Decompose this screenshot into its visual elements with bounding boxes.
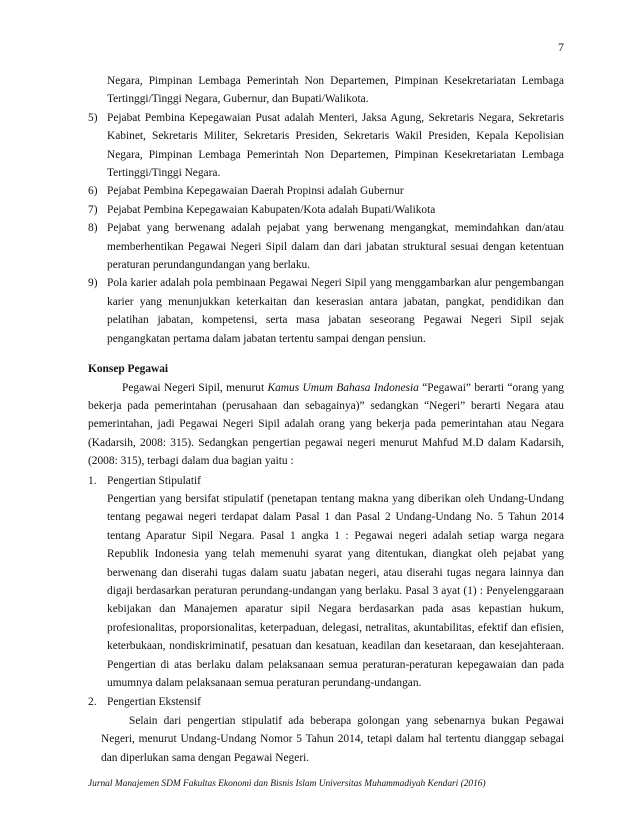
list-item-text: Pola karier adalah pola pembinaan Pegawai Negeri Sipil yang menggambarkan alur pengembangan karier yang menunjukkan keterkaitan dan keserasian antara jabatan, pangkat, pendidikan dan pelatihan jabatan, kompetensi, serta masa jabatan seseorang Pegawai Negeri Sipil sejak pengangkatan pertama dalam jabatan tertentu sampai dengan pensiun.	[107, 277, 564, 345]
subsection-number: 1.	[88, 474, 97, 487]
subsection-body	[88, 712, 564, 767]
page-number: 7	[558, 40, 564, 54]
intro-paragraph	[88, 379, 564, 471]
subsection-header	[88, 472, 564, 490]
list-item-number: 7)	[88, 203, 98, 216]
intro-text-1: Pegawai Negeri Sipil, menurut	[122, 381, 268, 394]
list-item-text: Pejabat yang berwenang adalah pejabat yang berwenang mengangkat, memindahkan dan/atau memberhentikan Pegawai Negeri Sipil dalam dan dari jabatan struktural sesuai dengan ketentuan peraturan perundangundangan yang berlaku.	[107, 222, 564, 272]
list-item	[88, 109, 564, 183]
list-item	[88, 219, 564, 274]
list-item-number: 8)	[88, 222, 98, 235]
subsection-body: Pengertian yang bersifat stipulatif (penetapan tentang makna yang diberikan oleh Undang-Undang tentang pegawai negeri terdapat dalam Pasal 1 dan Pasal 2 Undang-Undang No. 5 Tahun 2014 tentang Aparatur Sipil Negara. Pasal 1 angka 1 : Pegawai negeri adalah setiap warga negara Republik Indonesia yang telah memenuhi syarat yang ditentukan, diangkat oleh pejabat yang berwenang dan diserahi tugas dalam suatu jabatan negeri, atau diserahi tugas negara lainnya dan digaji berdasarkan peraturan perundang-undangan yang berlaku. Pasal 3 ayat (1) : Penyelenggaraan kebijakan dan Manajemen aparatur sipil Negara berdasarkan pada asas kepastian hukum, profesionalitas, proporsionalitas, keterpaduan, delegasi, netralitas, akuntabilitas, efektif dan efisien, keterbukaan, nondiskriminatif, pesatuan dan kesatuan, keadilan dan kesetaraan, dan kesejahteraan. Pengertian di atas berlaku dalam pelaksanaan semua peraturan-peraturan kepegawaian dan pada umumnya dalam pelaksanaan semua peraturan perundang-undangan.	[107, 492, 564, 689]
document-body	[88, 72, 564, 767]
list-item-text: Pejabat Pembina Kepegawaian Kabupaten/Kota adalah Bupati/Walikota	[107, 203, 436, 216]
list-item	[88, 274, 564, 348]
list-item	[88, 182, 564, 200]
list-item-text: Pejabat Pembina Kepegawaian Pusat adalah Menteri, Jaksa Agung, Sekretaris Negara, Sekretaris Kabinet, Sekretaris Militer, Sekretaris Presiden, Sekretaris Wakil Presiden, Kepala Kepolisian Negara, Pimpinan Lembaga Pemerintah Non Departemen, Pimpinan Kesekretariatan Lembaga Tertinggi/Tinggi Negara.	[107, 111, 564, 180]
list-item-text: Pejabat Pembina Kepegawaian Daerah Propinsi adalah Gubernur	[107, 185, 404, 198]
subsection-number: 2.	[88, 696, 97, 709]
list-item	[88, 201, 564, 219]
section-heading: Konsep Pegawai	[88, 363, 169, 376]
journal-footer: Jurnal Manajemen SDM Fakultas Ekonomi dan Bisnis Islam Universitas Muhammadiyah Kendari (2016)	[88, 779, 486, 789]
subsection-body-text: Selain dari pengertian stipulatif ada beberapa golongan yang sebenarnya bukan Pegawai Negeri, menurut Undang-Undang Nomor 5 Tahun 2014, tetapi dalam hal tertentu dianggap sebagai dan diperlukan sama dengan Pegawai Negeri.	[101, 714, 564, 764]
subsection-title: Pengertian Stipulatif	[107, 474, 201, 487]
list-item-number: 6)	[88, 185, 98, 198]
subsection-title: Pengertian Ekstensif	[107, 696, 201, 709]
list-item-number: 5)	[88, 111, 98, 124]
list-item-continuation: Negara, Pimpinan Lembaga Pemerintah Non Departemen, Pimpinan Kesekretariatan Lembaga Tertinggi/Tinggi Negara, Gubernur, dan Bupati/Walikota.	[107, 75, 564, 106]
book-title: Kamus Umum Bahasa Indonesia	[267, 381, 419, 394]
subsection-header	[88, 693, 564, 711]
list-item-number: 9)	[88, 277, 98, 290]
intro-text-2: “Pegawai” berarti “orang yang bekerja pada pemerintahan (perusahaan dan sebagainya)” sedangkan “Negeri” berarti Negara atau pemerintahan, jadi Pegawai Negeri Sipil adalah orang yang bekerja pada pemerintahan atau Negara (Kadarsih, 2008: 315). Sedangkan pengertian pegawai negeri menurut Mahfud M.D dalam Kadarsih, (2008: 315), terbagi dalam dua bagian yaitu :	[88, 381, 564, 468]
